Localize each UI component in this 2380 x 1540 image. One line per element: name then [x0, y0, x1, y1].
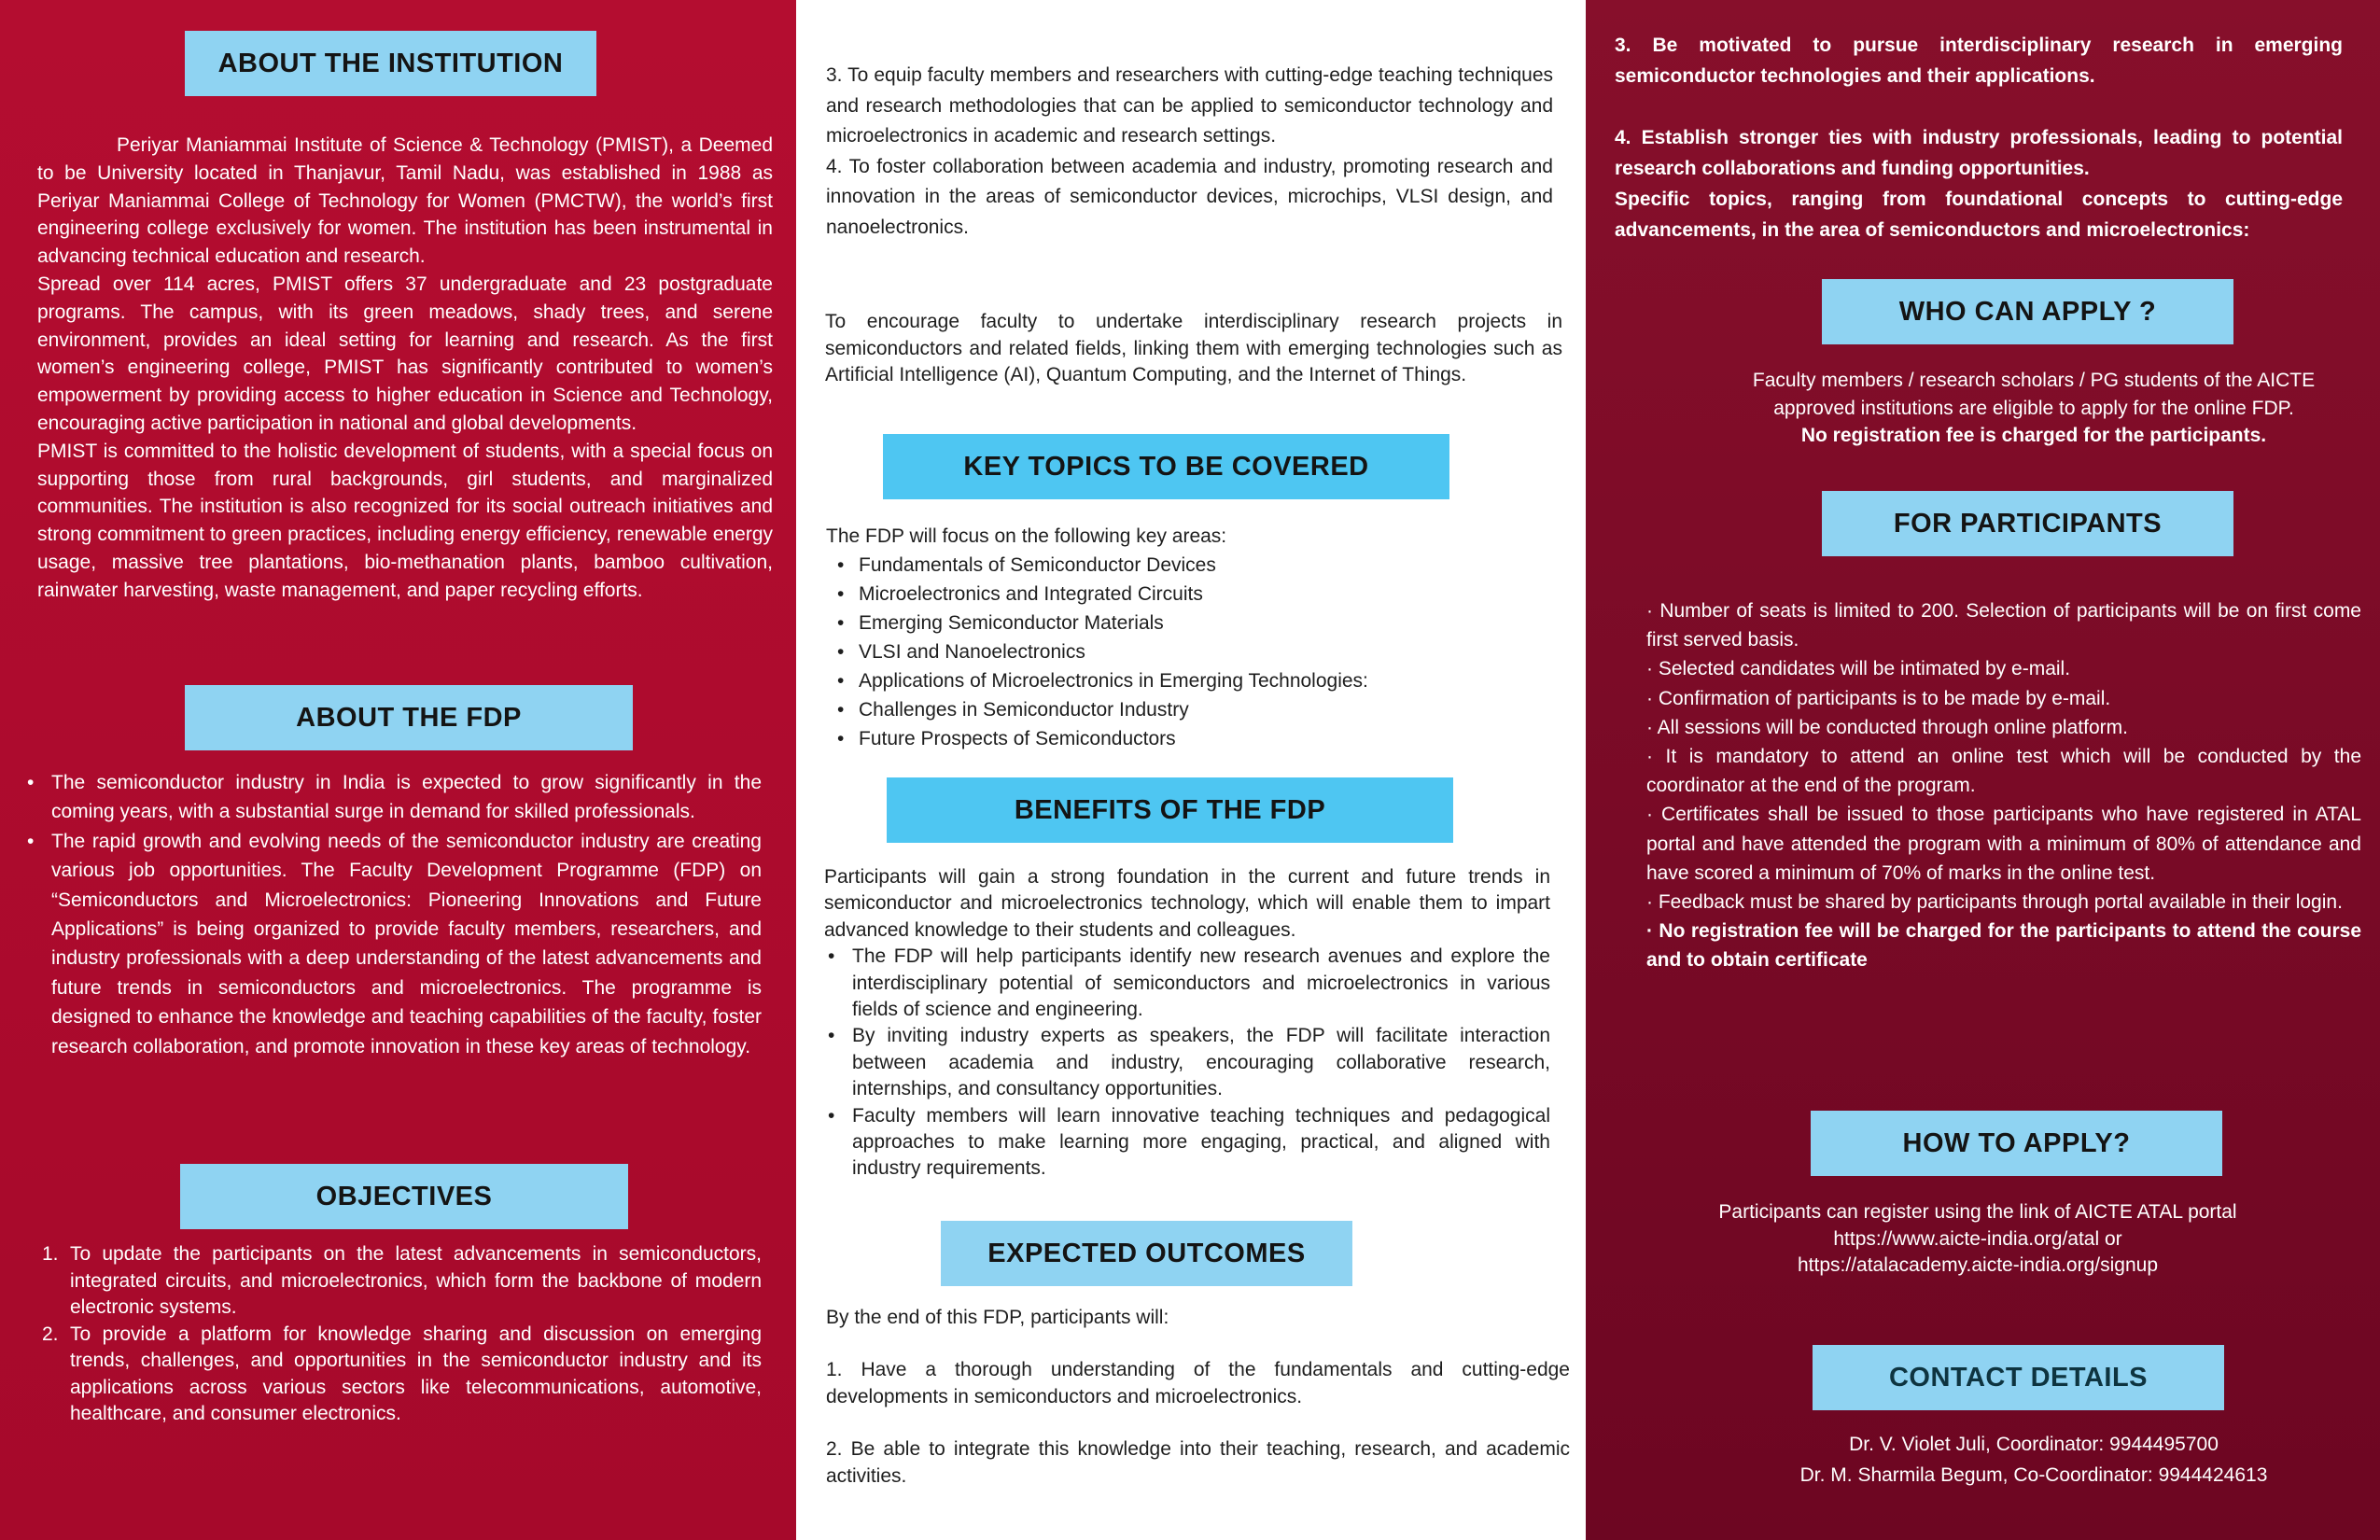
rule-item: · Selected candidates will be intimated by e-mail.: [1646, 658, 2071, 680]
key-topics-intro: The FDP will focus on the following key areas:: [826, 525, 1227, 547]
rule-item: · Feedback must be shared by participants through portal available in their login.: [1646, 891, 2343, 914]
who-can-apply-heading: WHO CAN APPLY ?: [1822, 279, 2233, 344]
institution-paragraph: PMIST is committed to the holistic development of students, with a special focus on supporting those from rural backgrounds, girl students, and marginalized communities. The institution is also recognized for its social outreach initiatives and strong commitment to green practices, including energy efficiency, renewable energy usage, massive tree plantations, bio-methanation plants, bamboo cultivation, rainwater harvesting, waste management, and paper recycling efforts.: [37, 440, 773, 601]
objectives-heading: OBJECTIVES: [180, 1164, 628, 1229]
list-item: 1. To update the participants on the latest advancements in semiconductors, integrated circuits, and microelectronics, which form the backbone of modern electronic systems.: [42, 1243, 762, 1318]
rule-item-bold: · No registration fee will be charged for the participants to attend the course and to obtain certificate: [1646, 920, 2361, 972]
outcome-item: 1. Have a thorough understanding of the fundamentals and cutting-edge developments in semiconductors and microelectronics.: [826, 1359, 1570, 1407]
list-item: 2. To provide a platform for knowledge sharing and discussion on emerging trends, challenges, and opportunities in the semiconductor industry and its applications across various sectors like telecommunications, automotive, healthcare, and consumer electronics.: [42, 1323, 762, 1424]
list-item: • The rapid growth and evolving needs of the semiconductor industry are creating various job opportunities. The Faculty Development Programme (FDP) on “Semiconductors and Microelectronics: Pioneering Innovations and Future Applications” is being organized to provide faculty members, researchers, and industry professionals with a deep understanding of the latest advancements and future trends in semiconductors and microelectronics. The programme is designed to enhance the knowledge and teaching capabilities of the faculty, foster research collaboration, and promote innovation in these key areas of technology.: [23, 827, 762, 1061]
no-fee-note: No registration fee is charged for the participants.: [1800, 425, 2267, 446]
key-topics-list: [826, 551, 1554, 753]
contact-heading: CONTACT DETAILS: [1813, 1345, 2224, 1410]
left-panel: [0, 0, 796, 1540]
interdisciplinary-text: To encourage faculty to undertake interdisciplinary research projects in semiconductors and related fields, linking them with emerging technologies such as Artificial Intelligence (AI), Quantum Computing, and the Internet of Things.: [825, 311, 1562, 385]
apply-instruction: Participants can register using the link of AICTE ATAL portal: [1718, 1201, 2237, 1223]
outcomes-continued: [1615, 30, 2343, 245]
list-item: • The FDP will help participants identify new research avenues and explore the interdisciplinary potential of semiconductors and microelectronics in various fields of science and engineering.: [824, 944, 1550, 1023]
middle-panel: [796, 0, 1586, 1540]
rule-item: · All sessions will be conducted through online platform.: [1646, 716, 2128, 738]
about-institution-heading: ABOUT THE INSTITUTION: [185, 31, 596, 96]
spacer: [826, 1331, 1570, 1357]
rule-item: · It is mandatory to attend an online test which will be conducted by the coordinator at the end of the program.: [1646, 746, 2361, 797]
who-can-apply-text: [1679, 367, 2380, 450]
benefits-block: [824, 864, 1550, 1183]
about-institution-text: [37, 132, 773, 605]
key-topics-heading: KEY TOPICS TO BE COVERED: [883, 434, 1449, 499]
list-item: • Emerging Semiconductor Materials: [826, 609, 1554, 637]
list-item: • The semiconductor industry in India is expected to grow significantly in the coming years, with a substantial surge in demand for skilled professionals.: [23, 768, 762, 827]
list-item: • Microelectronics and Integrated Circuits: [826, 580, 1554, 609]
signup-link[interactable]: https://atalacademy.aicte-india.org/signup: [1798, 1254, 2158, 1276]
outcome-item: 4. Establish stronger ties with industry professionals, leading to potential research collaborations and funding opportunities.: [1615, 127, 2343, 179]
list-item: • Fundamentals of Semiconductor Devices: [826, 551, 1554, 580]
key-topics-block: [826, 522, 1554, 753]
eligibility-line: Faculty members / research scholars / PG students of the AICTE: [1752, 370, 2316, 391]
objective-item: 4. To foster collaboration between academia and industry, promoting research and innovation in the areas of semiconductor devices, microchips, VLSI design, and nanoelectronics.: [826, 155, 1553, 238]
spacer: [1615, 91, 2343, 122]
list-item: • Faculty members will learn innovative teaching techniques and pedagogical approaches to make learning more engaging, practical, and aligned with industry requirements.: [824, 1103, 1550, 1183]
about-fdp-heading: ABOUT THE FDP: [185, 685, 633, 750]
contact-text: [1679, 1429, 2380, 1491]
for-participants-heading: FOR PARTICIPANTS: [1822, 491, 2233, 556]
co-coordinator-contact: Dr. M. Sharmila Begum, Co-Coordinator: 9944424613: [1799, 1464, 2268, 1486]
institution-paragraph: Spread over 114 acres, PMIST offers 37 undergraduate and 23 postgraduate programs. The campus, with its green meadows, shady trees, and serene environment, provides an ideal setting for learning and research. As the first women’s engineering college, PMIST has significantly contributed to women’s empowerment by providing access to higher education in Science and Technology, encouraging active participation in national and global developments.: [37, 273, 773, 434]
rule-item: · Certificates shall be issued to those participants who have registered in ATAL portal and have attended the program with a minimum of 80% of attendance and have scored a minimum of 70% of marks in the online test.: [1646, 804, 2361, 884]
benefits-heading: BENEFITS OF THE FDP: [887, 777, 1453, 843]
benefits-intro: Participants will gain a strong foundation in the current and future trends in semiconductor and microelectronics technology, which will enable them to impart advanced knowledge to their students and colleagues.: [824, 866, 1550, 941]
list-item: • Applications of Microelectronics in Emerging Technologies:: [826, 666, 1554, 695]
outcomes-block: [826, 1305, 1570, 1490]
list-item: • VLSI and Nanoelectronics: [826, 637, 1554, 666]
about-fdp-list: [23, 768, 762, 1061]
institution-paragraph: Periyar Maniammai Institute of Science & Technology (PMIST), a Deemed to be University located in Thanjavur, Tamil Nadu, was established in 1988 as Periyar Maniammai College of Technology for Women (PMCTW), the world’s first engineering college exclusively for women. The institution has been instrumental in advancing technical education and research.: [37, 134, 773, 268]
objectives-continued: [826, 61, 1553, 244]
right-panel: [1586, 0, 2380, 1540]
benefits-list: [824, 944, 1550, 1183]
eligibility-line: approved institutions are eligible to apply for the online FDP.: [1773, 397, 2294, 419]
objectives-list: [42, 1241, 762, 1428]
list-item: • Future Prospects of Semiconductors: [826, 724, 1554, 753]
how-to-apply-text: [1642, 1199, 2314, 1280]
outcome-item: 3. Be motivated to pursue interdisciplinary research in emerging semiconductor technologies and their applications.: [1615, 35, 2343, 87]
list-item: • Challenges in Semiconductor Industry: [826, 695, 1554, 724]
outcomes-intro: By the end of this FDP, participants will:: [826, 1307, 1169, 1328]
rule-item: · Number of seats is limited to 200. Selection of participants will be on first come first served basis.: [1646, 600, 2361, 651]
how-to-apply-heading: HOW TO APPLY?: [1811, 1111, 2222, 1176]
atal-link[interactable]: https://www.aicte-india.org/atal or: [1833, 1227, 2122, 1250]
coordinator-contact: Dr. V. Violet Juli, Coordinator: 9944495700: [1849, 1434, 2219, 1455]
specific-topics-text: Specific topics, ranging from foundational concepts to cutting-edge advancements, in the area of semiconductors and microelectronics:: [1615, 189, 2343, 241]
participants-rules: [1646, 596, 2361, 975]
spacer: [826, 1410, 1570, 1436]
rule-item: · Confirmation of participants is to be made by e-mail.: [1646, 687, 2111, 709]
outcome-item: 2. Be able to integrate this knowledge into their teaching, research, and academic activities.: [826, 1438, 1570, 1487]
objective-item: 3. To equip faculty members and researchers with cutting-edge teaching techniques and research methodologies that can be applied to semiconductor technology and microelectronics in academic and research settings.: [826, 64, 1553, 147]
list-item: • By inviting industry experts as speakers, the FDP will facilitate interaction between academia and industry, encouraging collaborative research, internships, and consultancy opportunities.: [824, 1023, 1550, 1102]
outcomes-heading: EXPECTED OUTCOMES: [941, 1221, 1352, 1286]
